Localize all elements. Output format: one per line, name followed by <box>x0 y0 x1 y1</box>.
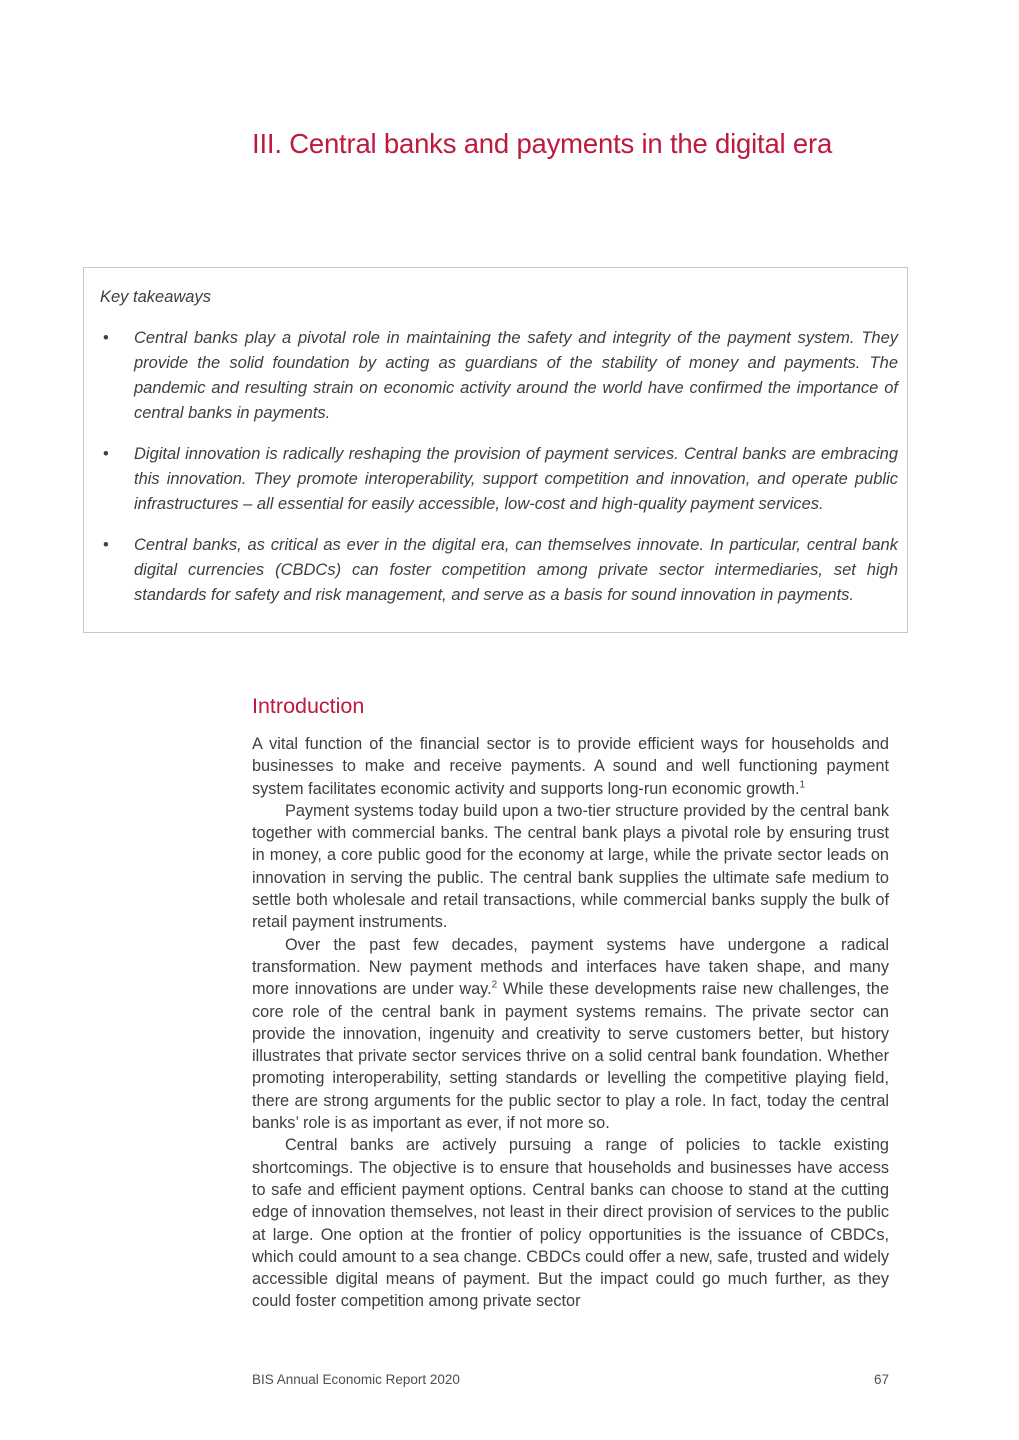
bullet-marker: • <box>103 536 109 554</box>
key-takeaways-box <box>83 267 908 633</box>
footnote-marker: 1 <box>799 779 806 791</box>
intro-paragraph <box>252 1134 889 1312</box>
key-takeaway-text: Central banks play a pivotal role in maintaining the safety and integrity of the payment system. They provide the solid foundation by acting as guardians of the stability of money and payments. The pandemic and resulting strain on economic activity around the world have confirmed the importance of central banks in payments. <box>134 329 898 422</box>
paragraph-text: While these developments raise new challenges, the core role of the central bank in payment systems remains. The private sector can provide the innovation, ingenuity and creativity to serve customers better, but history illustrates that private sector services thrive on a solid central bank foundation. Whether promoting interoperability, setting standards or levelling the competitive playing field, there are strong arguments for the public sector to play a role. In fact, today the central banks’ role is as important as ever, if not more so. <box>252 980 890 1133</box>
intro-paragraph <box>252 733 889 800</box>
key-takeaways-heading: Key takeaways <box>100 288 211 306</box>
key-takeaway-text: Digital innovation is radically reshaping the provision of payment services. Central banks are embracing this innovation. They promote interoperability, support competition and innovation, and operate public infrastructures – all essential for easily accessible, low-cost and high-quality payment services. <box>134 445 898 513</box>
key-takeaway-text: Central banks, as critical as ever in the digital era, can themselves innovate. In particular, central bank digital currencies (CBDCs) can foster competition among private sector intermediaries, set high standards for safety and risk management, and serve as a basis for sound innovation in payments. <box>134 536 898 604</box>
key-takeaway-item <box>100 533 898 608</box>
section-heading-introduction: Introduction <box>252 693 365 718</box>
paragraph-text: Payment systems today build upon a two-tier structure provided by the central bank together with commercial banks. The central bank plays a pivotal role by ensuring trust in money, a core public good for the economy at large, while the private sector leads on innovation in serving the public. The central bank supplies the ultimate safe medium to settle both wholesale and retail transactions, while commercial banks supply the bulk of retail payment instruments. <box>252 801 889 932</box>
page-title: III. Central banks and payments in the digital era <box>252 128 833 160</box>
paragraph-text: A vital function of the financial sector is to provide efficient ways for households and businesses to make and receive payments. A sound and well functioning payment system facilitates economic activity and supports long-run economic growth. <box>252 735 889 798</box>
key-takeaway-item <box>100 326 898 426</box>
body-text-column <box>252 733 889 1313</box>
footer-page-number: 67 <box>873 1372 889 1387</box>
key-takeaway-item <box>100 442 898 517</box>
footnote-marker: 2 <box>491 979 498 991</box>
intro-paragraph <box>252 800 889 934</box>
footer-report-name: BIS Annual Economic Report 2020 <box>252 1372 460 1387</box>
paragraph-text: Central banks are actively pursuing a range of policies to tackle existing shortcomings. The objective is to ensure that households and businesses have access to safe and efficient payment options. Central banks can choose to stand at the cutting edge of innovation themselves, not least in their direct provision of services to the public at large. One option at the frontier of policy opportunities is the issuance of CBDCs, which could amount to a sea change. CBDCs could offer a new, safe, trusted and widely accessible digital means of payment. But the impact could go much further, as they could foster competition among private sector <box>252 1136 889 1311</box>
paragraph-text: Over the past few decades, payment systems have undergone a radical transformation. New payment methods and interfaces have taken shape, and many more innovations are under way. <box>252 935 889 999</box>
bullet-marker: • <box>103 445 109 463</box>
intro-paragraph <box>252 934 889 1135</box>
bullet-marker: • <box>103 329 109 347</box>
